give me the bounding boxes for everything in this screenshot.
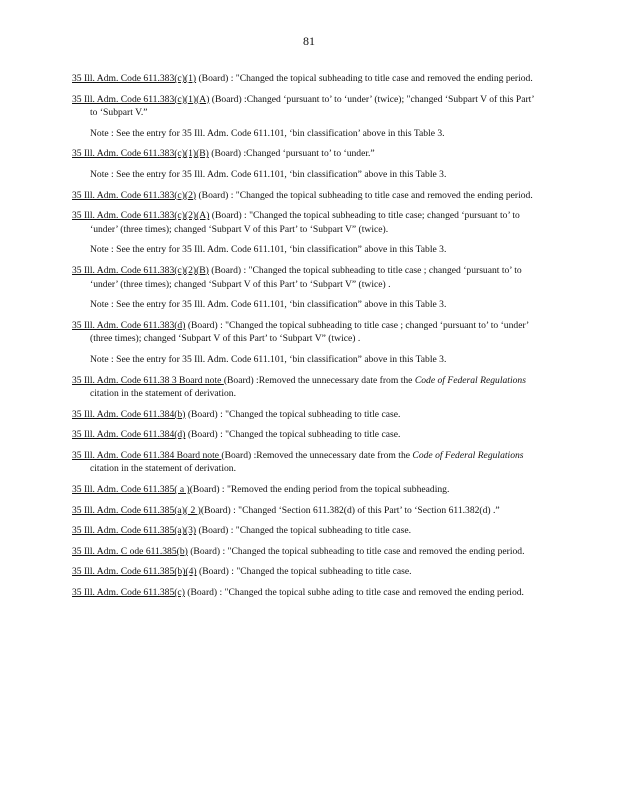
amendment-entry — [72, 264, 542, 291]
amendment-entry — [72, 147, 542, 161]
amendment-entry — [72, 72, 542, 86]
entry-description: (Board) : "Changed the topical subheading to title case and removed the ending period. — [196, 189, 533, 201]
entry-description: (Board) :Changed ‘pursuant to’ to ‘under.” — [208, 148, 375, 160]
amendment-entry — [72, 524, 542, 538]
code-citation: 35 Ill. Adm. Code 611.383(d) — [72, 319, 186, 331]
page-number: 81 — [303, 34, 315, 48]
table-note — [72, 353, 542, 367]
amendment-entry — [72, 189, 542, 203]
note-text: Note : See the entry for 35 Ill. Adm. Code 611.101, ‘bin classification” above in this Table 3. — [90, 299, 447, 311]
entry-description-tail: citation in the statement of derivation. — [90, 388, 236, 400]
code-citation: 35 Ill. Adm. Code 611.385( a ) — [72, 484, 190, 496]
entry-description: (Board) : "Changed the topical subheading to title case and removed the ending period. — [187, 545, 525, 557]
entry-description: (Board) : "Removed the ending period from the topical subheading. — [189, 484, 450, 496]
entry-description: (Board) :Changed ‘pursuant to’ to ‘under’ (twice); "changed ‘Subpart V of this Part’ to ‘Subpart V.” — [90, 93, 534, 119]
amendment-entry — [72, 483, 542, 497]
amendment-entry — [72, 209, 542, 236]
entry-description: (Board) :Removed the unnecessary date from the — [223, 374, 415, 386]
amendment-entry — [72, 504, 542, 518]
entry-description: (Board) :Removed the unnecessary date from the — [221, 449, 413, 461]
code-citation: 35 Ill. Adm. Code 611.383(c)(2)(B) — [72, 264, 209, 276]
code-citation: 35 Ill. Adm. Code 611.383(c)(2) — [72, 189, 197, 201]
entry-description: (Board) : "Changed the topical subheading to title case; changed ‘pursuant to’ to ‘under’ (three times); changed ‘Subpart V of this Part’ to ‘Subpart V” (twice). — [90, 210, 520, 235]
cfr-title: Code of Federal Regulations — [412, 449, 524, 461]
amendment-entry — [72, 408, 542, 422]
amendment-entry — [72, 449, 542, 476]
code-citation: 35 Ill. Adm. Code 611.385(a)( 2 ) — [72, 504, 201, 516]
entry-description: (Board) : "Changed the topical subheading to title case. — [185, 408, 401, 420]
cfr-title: Code of Federal Regulations — [414, 374, 526, 386]
amendments-list — [72, 72, 542, 607]
amendment-entry — [72, 545, 542, 559]
entry-description: (Board) : "Changed the topical subheading to title case ; changed ‘pursuant to’ to ‘under’ (three times); changed ‘Subpart V of this Part’ to ‘Subpart V” (twice) . — [90, 319, 529, 345]
code-citation: 35 Ill. Adm. Code 611.385(c) — [72, 587, 185, 599]
table-note — [72, 127, 542, 141]
code-citation: 35 Ill. Adm. Code 611.385(a)(3) — [72, 525, 197, 537]
table-note — [72, 298, 542, 312]
code-citation: 35 Ill. Adm. Code 611.384(d) — [72, 429, 186, 441]
amendment-entry — [72, 319, 542, 346]
note-text: Note : See the entry for 35 Ill. Adm. Code 611.101, ‘bin classification” above in this Table 3. — [90, 353, 447, 365]
amendment-entry — [72, 565, 542, 579]
entry-description: (Board) : "Changed the topical subhe ading to title case and removed the ending period. — [184, 587, 524, 599]
code-citation: 35 Ill. Adm. Code 611.383(c)(2)(A) — [72, 210, 210, 222]
code-citation: 35 Ill. Adm. Code 611.384(b) — [72, 408, 186, 420]
entry-description: (Board) : "Changed the topical subheading to title case. — [196, 566, 412, 578]
amendment-entry — [72, 428, 542, 442]
note-text: Note : See the entry for 35 Ill. Adm. Code 611.101, ‘bin classification” above in this Table 3. — [90, 244, 447, 256]
code-citation: 35 Ill. Adm. Code 611.385(b)(4) — [72, 566, 197, 578]
entry-description-tail: citation in the statement of derivation. — [90, 463, 236, 475]
code-citation: 35 Ill. Adm. C ode 611.385(b) — [72, 545, 188, 557]
code-citation: 35 Ill. Adm. Code 611.383(c)(1) — [72, 73, 197, 84]
entry-description: (Board) : "Changed the topical subheading to title case ; changed ‘pursuant to’ to ‘under’ (three times); changed ‘Subpart V of this Part’ to ‘Subpart V” (twice) . — [90, 264, 522, 290]
note-text: Note : See the entry for 35 Ill. Adm. Code 611.101, ‘bin classification’ above in this Table 3. — [90, 127, 445, 139]
code-citation: 35 Ill. Adm. Code 611.383(c)(1)(A) — [72, 93, 210, 105]
entry-description: (Board) : "Changed ‘Section 611.382(d) of this Part’ to ‘Section 611.382(d) .” — [200, 504, 500, 516]
amendment-entry — [72, 586, 542, 600]
amendment-entry — [72, 374, 542, 401]
amendment-entry — [72, 93, 542, 120]
code-citation: 35 Ill. Adm. Code 611.384 Board note — [72, 449, 222, 461]
table-note — [72, 168, 542, 182]
note-text: Note : See the entry for 35 Ill. Adm. Code 611.101, ‘bin classification” above in this Table 3. — [90, 168, 447, 180]
entry-description: (Board) : "Changed the topical subheading to title case. — [185, 429, 401, 441]
table-note — [72, 243, 542, 257]
entry-description: (Board) : "Changed the topical subheading to title case and removed the ending period. — [196, 73, 533, 84]
code-citation: 35 Ill. Adm. Code 611.383(c)(1)(B) — [72, 148, 209, 160]
entry-description: (Board) : "Changed the topical subheading to title case. — [196, 525, 411, 537]
code-citation: 35 Ill. Adm. Code 611.38 3 Board note — [72, 374, 224, 386]
